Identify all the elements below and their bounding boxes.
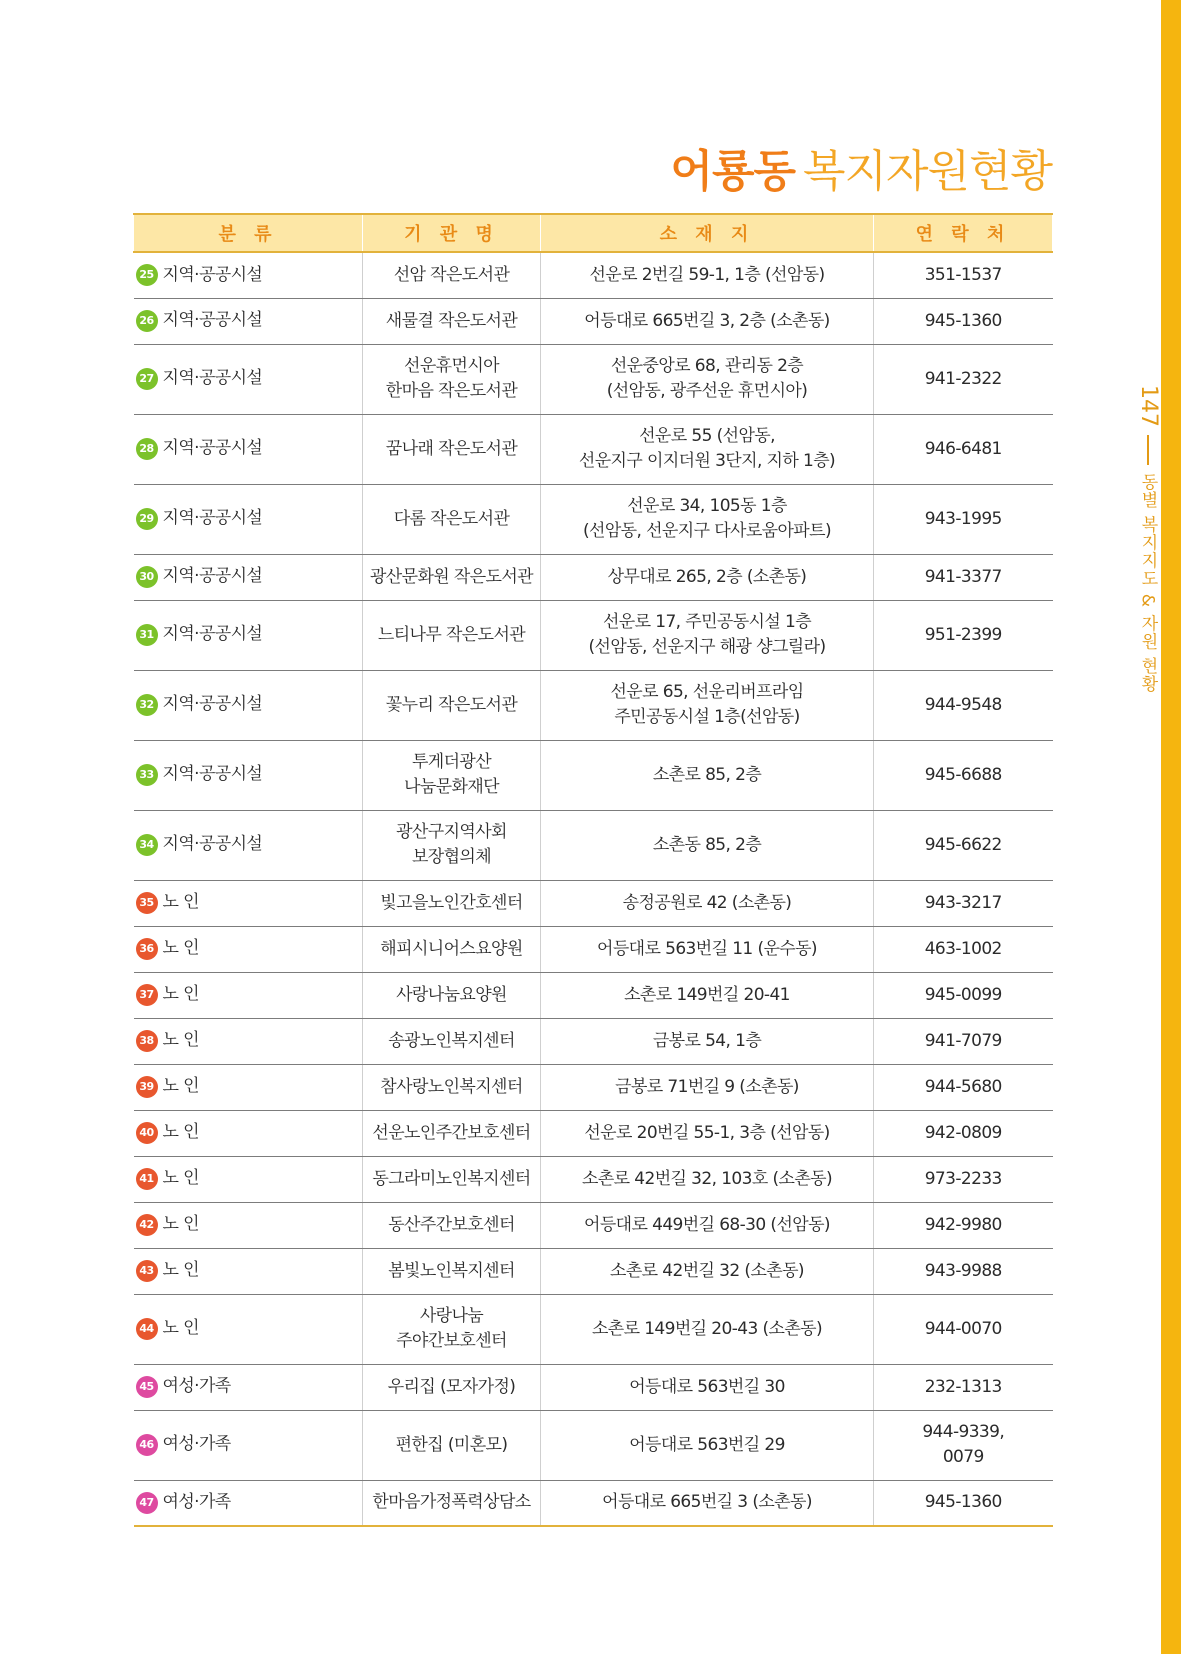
side-divider <box>1147 435 1149 465</box>
facility-name-line: 사랑나눔 <box>419 1306 484 1326</box>
facility-name-cell <box>363 1410 541 1480</box>
phone-line: 945-6622 <box>924 834 1002 855</box>
row-number-badge: 28 <box>136 438 158 460</box>
table-row <box>134 484 1053 554</box>
address-line: 소촌로 85, 2층 <box>652 764 762 785</box>
facility-name-line: 동그라미노인복지센터 <box>372 1168 531 1189</box>
facility-name-cell <box>363 484 541 554</box>
row-number-badge: 36 <box>136 938 158 960</box>
phone-line: 941-2322 <box>924 368 1002 389</box>
address-line: 선운로 65, 선운리버프라임 <box>610 682 804 702</box>
facility-name-line: 선암 작은도서관 <box>393 264 510 285</box>
phone-line: 232-1313 <box>924 1376 1002 1397</box>
row-number-badge: 30 <box>136 566 158 588</box>
facility-name-line: 느티나무 작은도서관 <box>377 624 526 645</box>
phone-cell <box>874 1480 1053 1526</box>
address-line: 금봉로 54, 1층 <box>652 1030 762 1051</box>
category-cell <box>134 670 363 740</box>
category-cell <box>134 1294 363 1364</box>
table-row <box>134 1156 1053 1202</box>
address-cell <box>541 880 874 926</box>
address-line: 선운로 17, 주민공동시설 1층 <box>602 612 812 632</box>
address-line: 선운지구 이지더원 3단지, 지하 1층) <box>578 451 836 471</box>
table-row <box>134 1064 1053 1110</box>
address-cell <box>541 926 874 972</box>
address-cell <box>541 810 874 880</box>
table-row <box>134 554 1053 600</box>
phone-cell <box>874 972 1053 1018</box>
table-row <box>134 414 1053 484</box>
address-line: 선운중앙로 68, 관리동 2층 <box>610 356 804 376</box>
address-cell <box>541 972 874 1018</box>
address-line: 송정공원로 42 (소촌동) <box>622 892 792 913</box>
row-number-badge: 42 <box>136 1214 158 1236</box>
phone-line: 0079 <box>942 1447 984 1467</box>
phone-line: 944-9339, <box>922 1422 1005 1442</box>
row-number-badge: 25 <box>136 264 158 286</box>
category-label: 노 인 <box>162 892 199 913</box>
address-line: 상무대로 265, 2층 (소촌동) <box>607 566 807 587</box>
facility-name-line: 새물결 작은도서관 <box>385 310 518 331</box>
table-row <box>134 926 1053 972</box>
address-cell <box>541 344 874 414</box>
address-line: 주민공동시설 1층(선암동) <box>614 707 800 727</box>
phone-cell <box>874 298 1053 344</box>
facility-name-cell <box>363 880 541 926</box>
facility-name-line: 참사랑노인복지센터 <box>380 1076 523 1097</box>
table-body <box>134 252 1053 1526</box>
facility-name-line: 꿈나래 작은도서관 <box>385 438 518 459</box>
table-row <box>134 298 1053 344</box>
category-label: 지역·공공시설 <box>162 566 263 587</box>
row-number-badge: 47 <box>136 1492 158 1514</box>
phone-cell <box>874 600 1053 670</box>
address-cell <box>541 670 874 740</box>
address-line: 소촌동 85, 2층 <box>652 834 762 855</box>
facility-name-cell <box>363 344 541 414</box>
facility-name-line: 주야간보호센터 <box>396 1331 507 1351</box>
address-line: 어등대로 563번길 11 (운수동) <box>597 938 817 959</box>
facility-name-cell <box>363 1156 541 1202</box>
table-row <box>134 1480 1053 1526</box>
address-cell <box>541 252 874 298</box>
phone-cell <box>874 1364 1053 1410</box>
table-row <box>134 344 1053 414</box>
category-label: 지역·공공시설 <box>162 764 263 785</box>
facility-name-line: 한마음가정폭력상담소 <box>372 1492 531 1513</box>
category-label: 지역·공공시설 <box>162 368 263 389</box>
address-cell <box>541 414 874 484</box>
category-cell <box>134 554 363 600</box>
address-line: (선암동, 광주선운 휴먼시아) <box>606 381 808 401</box>
category-label: 여성·가족 <box>162 1376 231 1397</box>
category-label: 지역·공공시설 <box>162 508 263 529</box>
facility-name-cell <box>363 1480 541 1526</box>
table-row <box>134 1410 1053 1480</box>
facility-name-line: 다롬 작은도서관 <box>393 508 510 529</box>
column-header-address: 소 재 지 <box>541 214 874 252</box>
category-cell <box>134 810 363 880</box>
category-cell <box>134 1410 363 1480</box>
category-label: 지역·공공시설 <box>162 310 263 331</box>
address-line: 소촌로 42번길 32, 103호 (소촌동) <box>582 1168 832 1189</box>
phone-line: 944-9548 <box>924 694 1002 715</box>
facility-name-cell <box>363 972 541 1018</box>
category-label: 지역·공공시설 <box>162 264 263 285</box>
category-label: 여성·가족 <box>162 1434 231 1455</box>
facility-name-line: 봄빛노인복지센터 <box>388 1260 515 1281</box>
phone-cell <box>874 484 1053 554</box>
phone-line: 943-3217 <box>924 892 1002 913</box>
address-cell <box>541 740 874 810</box>
row-number-badge: 32 <box>136 694 158 716</box>
table-row <box>134 252 1053 298</box>
category-cell <box>134 252 363 298</box>
row-number-badge: 31 <box>136 624 158 646</box>
category-label: 노 인 <box>162 938 199 959</box>
row-number-badge: 41 <box>136 1168 158 1190</box>
category-cell <box>134 414 363 484</box>
phone-line: 945-1360 <box>924 310 1002 331</box>
category-label: 노 인 <box>162 984 199 1005</box>
category-cell <box>134 484 363 554</box>
table-row <box>134 1110 1053 1156</box>
phone-line: 944-5680 <box>924 1076 1002 1097</box>
section-label: 동별 복지지도 & 자원 현황 <box>1137 473 1158 693</box>
category-cell <box>134 1364 363 1410</box>
address-line: (선암동, 선운지구 다사로움아파트) <box>583 521 831 541</box>
address-cell <box>541 1156 874 1202</box>
address-cell <box>541 554 874 600</box>
phone-cell <box>874 1156 1053 1202</box>
facility-name-cell <box>363 1248 541 1294</box>
category-label: 노 인 <box>162 1260 199 1281</box>
facility-name-cell <box>363 1018 541 1064</box>
category-label: 지역·공공시설 <box>162 624 263 645</box>
facility-name-line: 사랑나눔요양원 <box>396 984 507 1005</box>
column-header-phone: 연 락 처 <box>874 214 1053 252</box>
category-label: 지역·공공시설 <box>162 438 263 459</box>
phone-line: 945-6688 <box>924 764 1002 785</box>
address-line: 선운로 20번길 55-1, 3층 (선암동) <box>584 1122 830 1143</box>
category-label: 여성·가족 <box>162 1492 231 1512</box>
phone-line: 941-3377 <box>924 566 1002 587</box>
facility-name-line: 송광노인복지센터 <box>388 1030 515 1051</box>
facility-name-line: 보장협의체 <box>411 847 492 867</box>
category-cell <box>134 1110 363 1156</box>
category-cell <box>134 740 363 810</box>
category-label: 노 인 <box>162 1318 199 1339</box>
facility-name-cell <box>363 810 541 880</box>
facility-name-cell <box>363 1364 541 1410</box>
category-cell <box>134 972 363 1018</box>
phone-cell <box>874 1202 1053 1248</box>
address-line: 어등대로 563번길 29 <box>629 1434 785 1455</box>
address-line: 어등대로 665번길 3 (소촌동) <box>602 1492 812 1513</box>
phone-cell <box>874 926 1053 972</box>
column-header-category: 분 류 <box>134 214 363 252</box>
category-label: 지역·공공시설 <box>162 834 263 855</box>
facility-name-line: 광산구지역사회 <box>396 822 507 842</box>
resource-table <box>133 213 1053 1527</box>
facility-name-cell <box>363 1202 541 1248</box>
column-header-name: 기 관 명 <box>363 214 541 252</box>
category-cell <box>134 1248 363 1294</box>
row-number-badge: 43 <box>136 1260 158 1282</box>
row-number-badge: 35 <box>136 892 158 914</box>
category-cell <box>134 1202 363 1248</box>
facility-name-cell <box>363 554 541 600</box>
address-cell <box>541 1410 874 1480</box>
row-number-badge: 26 <box>136 310 158 332</box>
facility-name-line: 꽃누리 작은도서관 <box>385 694 518 715</box>
row-number-badge: 29 <box>136 508 158 530</box>
category-cell <box>134 600 363 670</box>
table-row <box>134 1018 1053 1064</box>
category-cell <box>134 1156 363 1202</box>
facility-name-line: 해피시니어스요양원 <box>380 938 523 959</box>
phone-cell <box>874 1410 1053 1480</box>
facility-name-line: 투게더광산 <box>411 752 492 772</box>
page-title-accent: 어룡동 <box>670 146 795 197</box>
phone-line: 946-6481 <box>924 438 1002 459</box>
facility-name-cell <box>363 926 541 972</box>
category-label: 노 인 <box>162 1122 199 1143</box>
phone-line: 943-1995 <box>924 508 1002 529</box>
page-title <box>670 142 1052 202</box>
phone-line: 463-1002 <box>924 938 1002 959</box>
row-number-badge: 46 <box>136 1434 158 1456</box>
category-label: 노 인 <box>162 1076 199 1097</box>
address-line: 금봉로 71번길 9 (소촌동) <box>615 1076 799 1097</box>
address-line: 선운로 55 (선암동, <box>639 426 775 446</box>
phone-cell <box>874 1064 1053 1110</box>
table-header-row <box>134 214 1053 252</box>
row-number-badge: 33 <box>136 764 158 786</box>
phone-cell <box>874 554 1053 600</box>
phone-line: 351-1537 <box>924 264 1002 285</box>
facility-name-cell <box>363 600 541 670</box>
facility-name-cell <box>363 1294 541 1364</box>
table-row <box>134 740 1053 810</box>
facility-name-line: 우리집 (모자가정) <box>387 1376 516 1397</box>
side-tab <box>1118 385 1178 693</box>
category-label: 노 인 <box>162 1214 199 1235</box>
address-cell <box>541 1018 874 1064</box>
phone-line: 944-0070 <box>924 1318 1002 1339</box>
phone-line: 945-1360 <box>924 1492 1002 1513</box>
facility-name-line: 광산문화원 작은도서관 <box>369 566 534 587</box>
address-cell <box>541 1064 874 1110</box>
facility-name-cell <box>363 740 541 810</box>
address-line: 어등대로 563번길 30 <box>629 1376 785 1397</box>
table-row <box>134 972 1053 1018</box>
row-number-badge: 37 <box>136 984 158 1006</box>
row-number-badge: 27 <box>136 368 158 390</box>
category-cell <box>134 926 363 972</box>
phone-cell <box>874 252 1053 298</box>
phone-cell <box>874 344 1053 414</box>
category-cell <box>134 880 363 926</box>
facility-name-line: 선운휴먼시아 <box>404 356 499 376</box>
facility-name-line: 선운노인주간보호센터 <box>372 1122 531 1143</box>
table-row <box>134 810 1053 880</box>
side-color-band <box>1161 0 1181 1654</box>
table-row <box>134 1364 1053 1410</box>
address-line: (선암동, 선운지구 해광 샹그릴라) <box>588 637 826 657</box>
phone-line: 943-9988 <box>924 1260 1002 1281</box>
phone-cell <box>874 670 1053 740</box>
table-row <box>134 880 1053 926</box>
facility-name-line: 한마음 작은도서관 <box>385 381 518 401</box>
category-cell <box>134 1480 363 1526</box>
category-label: 노 인 <box>162 1030 199 1051</box>
address-cell <box>541 600 874 670</box>
category-label: 지역·공공시설 <box>162 694 263 715</box>
row-number-badge: 44 <box>136 1318 158 1340</box>
address-cell <box>541 1480 874 1526</box>
phone-cell <box>874 740 1053 810</box>
address-cell <box>541 1294 874 1364</box>
table-row <box>134 670 1053 740</box>
address-line: 소촌로 42번길 32 (소촌동) <box>610 1260 804 1281</box>
phone-cell <box>874 414 1053 484</box>
address-line: 선운로 34, 105동 1층 <box>627 496 787 516</box>
facility-name-line: 편한집 (미혼모) <box>395 1434 508 1455</box>
facility-name-line: 빛고을노인간호센터 <box>380 892 523 913</box>
phone-cell <box>874 1248 1053 1294</box>
address-line: 어등대로 665번길 3, 2층 (소촌동) <box>584 310 830 331</box>
phone-line: 945-0099 <box>924 984 1002 1005</box>
phone-cell <box>874 1110 1053 1156</box>
phone-line: 941-7079 <box>924 1030 1002 1051</box>
phone-line: 951-2399 <box>924 624 1002 645</box>
address-line: 소촌로 149번길 20-43 (소촌동) <box>591 1318 823 1339</box>
page-number: 147 <box>1136 385 1161 427</box>
address-cell <box>541 1110 874 1156</box>
facility-name-line: 동산주간보호센터 <box>388 1214 515 1235</box>
table-row <box>134 1202 1053 1248</box>
row-number-badge: 39 <box>136 1076 158 1098</box>
facility-name-cell <box>363 1064 541 1110</box>
category-cell <box>134 1018 363 1064</box>
phone-cell <box>874 880 1053 926</box>
phone-line: 973-2233 <box>924 1168 1002 1189</box>
facility-name-cell <box>363 1110 541 1156</box>
facility-name-line: 나눔문화재단 <box>404 777 499 797</box>
facility-name-cell <box>363 252 541 298</box>
phone-line: 942-9980 <box>924 1214 1002 1235</box>
address-cell <box>541 484 874 554</box>
address-cell <box>541 298 874 344</box>
phone-cell <box>874 810 1053 880</box>
category-cell <box>134 1064 363 1110</box>
facility-name-cell <box>363 670 541 740</box>
address-cell <box>541 1364 874 1410</box>
category-cell <box>134 298 363 344</box>
row-number-badge: 34 <box>136 834 158 856</box>
table-row <box>134 1248 1053 1294</box>
phone-line: 942-0809 <box>924 1122 1002 1143</box>
phone-cell <box>874 1018 1053 1064</box>
category-cell <box>134 344 363 414</box>
row-number-badge: 45 <box>136 1376 158 1398</box>
address-line: 선운로 2번길 59-1, 1층 (선암동) <box>589 264 825 285</box>
phone-cell <box>874 1294 1053 1364</box>
address-cell <box>541 1248 874 1294</box>
table-row <box>134 600 1053 670</box>
address-line: 소촌로 149번길 20-41 <box>624 984 790 1005</box>
page-title-rest: 복지자원현황 <box>802 146 1052 197</box>
row-number-badge: 38 <box>136 1030 158 1052</box>
table-row <box>134 1294 1053 1364</box>
facility-name-cell <box>363 414 541 484</box>
row-number-badge: 40 <box>136 1122 158 1144</box>
facility-name-cell <box>363 298 541 344</box>
category-label: 노 인 <box>162 1168 199 1189</box>
address-line: 어등대로 449번길 68-30 (선암동) <box>584 1214 830 1235</box>
address-cell <box>541 1202 874 1248</box>
